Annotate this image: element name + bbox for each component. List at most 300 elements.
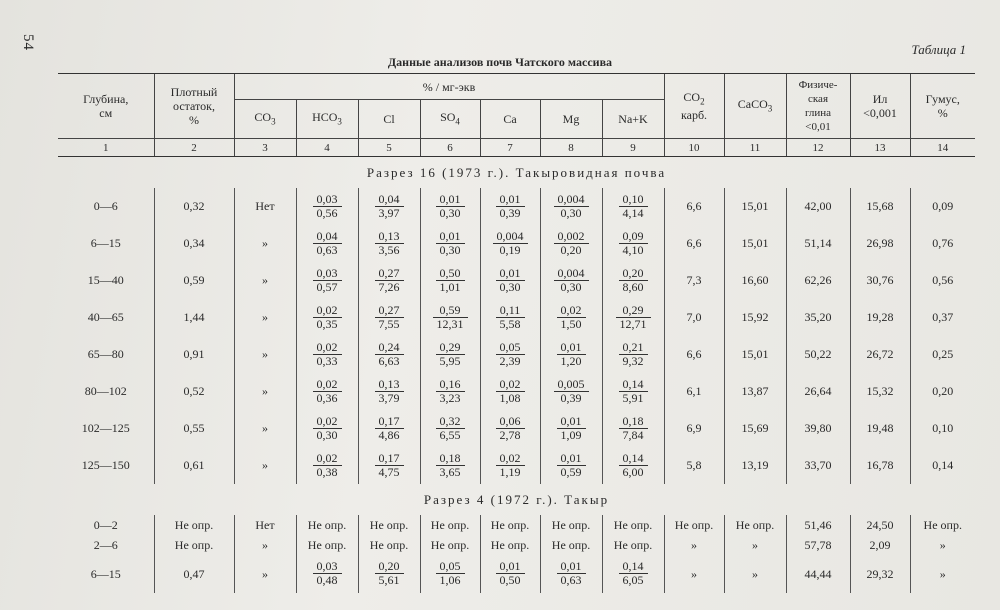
fraction-percent: 0,03 xyxy=(313,560,342,574)
column-number: 12 xyxy=(786,139,850,157)
cell-ca xyxy=(480,410,540,447)
fraction-meq: 0,20 xyxy=(560,242,582,257)
fraction-percent: 0,004 xyxy=(493,230,528,244)
cell-caco3: 13,19 xyxy=(724,447,786,484)
cell-nak: Не опр. xyxy=(602,515,664,535)
section-title: Разрез 16 (1973 г.). Такыровидная почва xyxy=(366,164,667,180)
fraction-meq: 0,63 xyxy=(316,242,338,257)
cell-so4 xyxy=(420,447,480,484)
cell-silt: 16,78 xyxy=(850,447,910,484)
cell-humus: 0,20 xyxy=(910,373,975,410)
cell-mg: Не опр. xyxy=(540,535,602,555)
fraction-percent: 0,004 xyxy=(554,193,589,207)
cell-hco3 xyxy=(296,188,358,225)
column-number: 14 xyxy=(910,139,975,157)
fraction xyxy=(436,560,465,587)
fraction-percent: 0,59 xyxy=(433,304,468,318)
cell-clay: 50,22 xyxy=(786,336,850,373)
cell-clay: 57,78 xyxy=(786,535,850,555)
cell-depth: 0—6 xyxy=(93,199,118,213)
column-number: 11 xyxy=(724,139,786,157)
cell-mg xyxy=(540,188,602,225)
fraction xyxy=(375,267,404,294)
fraction-meq: 0,30 xyxy=(439,242,461,257)
fraction-meq: 5,61 xyxy=(378,573,400,587)
fraction-meq: 0,39 xyxy=(560,390,582,405)
cell-silt: 2,09 xyxy=(850,535,910,555)
fraction xyxy=(496,415,525,442)
cell-nak xyxy=(602,336,664,373)
fraction xyxy=(375,230,404,257)
cell-residue: Не опр. xyxy=(154,535,234,555)
cell-co2: Не опр. xyxy=(664,515,724,535)
fraction-percent: 0,02 xyxy=(313,378,342,392)
fraction-meq: 0,39 xyxy=(499,205,521,220)
fraction-percent: 0,24 xyxy=(375,341,404,355)
cell-silt: 15,68 xyxy=(850,188,910,225)
fraction xyxy=(313,415,342,442)
table-row xyxy=(58,515,975,535)
cell-clay: 62,26 xyxy=(786,262,850,299)
fraction xyxy=(619,267,648,294)
fraction-meq: 2,78 xyxy=(499,427,521,442)
fraction xyxy=(554,230,589,257)
cell-cl: Не опр. xyxy=(358,515,420,535)
cell-silt: 30,76 xyxy=(850,262,910,299)
cell-caco3: 15,01 xyxy=(724,188,786,225)
fraction xyxy=(375,193,404,220)
cell-so4 xyxy=(420,555,480,593)
cell-hco3 xyxy=(296,555,358,593)
cell-cl xyxy=(358,188,420,225)
fraction xyxy=(619,230,648,257)
cell-hco3 xyxy=(296,447,358,484)
cell-silt: 19,28 xyxy=(850,299,910,336)
cell-mg xyxy=(540,410,602,447)
cell-co2: 6,6 xyxy=(664,225,724,262)
header-co3: $CO_3$ xyxy=(234,100,296,139)
header-clay: Физиче- ская глина <0,01 xyxy=(786,74,850,139)
column-number: 4 xyxy=(296,139,358,157)
cell-so4 xyxy=(420,188,480,225)
cell-caco3: 15,69 xyxy=(724,410,786,447)
cell-co3: » xyxy=(234,447,296,484)
fraction-meq: 6,55 xyxy=(439,427,461,442)
fraction xyxy=(375,378,404,405)
header-humus: Гумус, % xyxy=(910,74,975,139)
cell-co3: » xyxy=(234,299,296,336)
fraction-percent: 0,13 xyxy=(375,230,404,244)
column-number: 13 xyxy=(850,139,910,157)
fraction-percent: 0,11 xyxy=(496,304,525,318)
fraction-meq: 0,59 xyxy=(560,464,582,479)
cell-residue: 0,52 xyxy=(154,373,234,410)
fraction-percent: 0,01 xyxy=(496,193,525,207)
cell-ca xyxy=(480,336,540,373)
cell-co2: » xyxy=(664,535,724,555)
cell-depth: 15—40 xyxy=(87,273,124,287)
fraction-percent: 0,01 xyxy=(557,560,586,574)
fraction-percent: 0,27 xyxy=(375,304,404,318)
cell-clay: 51,46 xyxy=(786,515,850,535)
column-number: 6 xyxy=(420,139,480,157)
cell-caco3: 15,92 xyxy=(724,299,786,336)
cell-hco3 xyxy=(296,336,358,373)
cell-mg xyxy=(540,447,602,484)
cell-residue: 0,34 xyxy=(154,225,234,262)
header-hco3: $HCO_3$ xyxy=(296,100,358,139)
fraction xyxy=(619,193,648,220)
fraction-meq: 0,30 xyxy=(439,205,461,220)
section-title: Разрез 4 (1972 г.). Такыр xyxy=(423,491,610,507)
table-row xyxy=(58,373,975,410)
cell-caco3: 13,87 xyxy=(724,373,786,410)
table-row xyxy=(58,188,975,225)
fraction xyxy=(436,415,465,442)
fraction-percent: 0,02 xyxy=(313,341,342,355)
cell-depth: 6—15 xyxy=(90,566,121,581)
cell-caco3: Не опр. xyxy=(724,515,786,535)
header-co2: $CO_2$ карб. xyxy=(664,74,724,139)
header-so4: $SO_4$ xyxy=(420,100,480,139)
fraction-meq: 0,33 xyxy=(316,353,338,368)
cell-clay: 51,14 xyxy=(786,225,850,262)
header-silt: Ил <0,001 xyxy=(850,74,910,139)
fraction xyxy=(436,193,465,220)
cell-residue: 0,61 xyxy=(154,447,234,484)
fraction-percent: 0,06 xyxy=(496,415,525,429)
cell-hco3 xyxy=(296,225,358,262)
cell-nak xyxy=(602,188,664,225)
cell-cl xyxy=(358,336,420,373)
fraction-meq: 9,32 xyxy=(622,353,644,368)
cell-co3: » xyxy=(234,262,296,299)
cell-silt: 26,72 xyxy=(850,336,910,373)
cell-silt: 19,48 xyxy=(850,410,910,447)
fraction xyxy=(557,341,586,368)
fraction-percent: 0,50 xyxy=(436,267,465,281)
fraction-percent: 0,02 xyxy=(557,304,586,318)
fraction-meq: 0,48 xyxy=(316,573,338,587)
cell-mg xyxy=(540,225,602,262)
cell-clay: 35,20 xyxy=(786,299,850,336)
fraction xyxy=(313,560,342,587)
fraction-percent: 0,01 xyxy=(496,267,525,281)
fraction-percent: 0,002 xyxy=(554,230,589,244)
fraction-meq: 0,57 xyxy=(316,279,338,294)
cell-hco3 xyxy=(296,299,358,336)
cell-nak xyxy=(602,225,664,262)
cell-so4 xyxy=(420,373,480,410)
cell-residue: 1,44 xyxy=(154,299,234,336)
table-label: Таблица 1 xyxy=(911,42,966,57)
cell-co3: » xyxy=(234,410,296,447)
cell-nak xyxy=(602,373,664,410)
fraction-percent: 0,04 xyxy=(375,193,404,207)
cell-depth: 102—125 xyxy=(81,421,130,435)
fraction-percent: 0,17 xyxy=(375,452,404,466)
fraction-percent: 0,14 xyxy=(619,378,648,392)
fraction-meq: 1,09 xyxy=(560,427,582,442)
cell-nak xyxy=(602,410,664,447)
fraction xyxy=(554,378,589,405)
cell-so4 xyxy=(420,225,480,262)
cell-residue: 0,47 xyxy=(154,555,234,593)
cell-caco3: » xyxy=(724,555,786,593)
column-number: 2 xyxy=(154,139,234,157)
fraction xyxy=(496,560,525,587)
cell-caco3: » xyxy=(724,535,786,555)
table-row xyxy=(58,535,975,555)
fraction xyxy=(557,452,586,479)
fraction-meq: 0,50 xyxy=(499,573,521,587)
fraction xyxy=(313,452,342,479)
fraction xyxy=(375,415,404,442)
cell-humus: 0,10 xyxy=(910,410,975,447)
fraction-percent: 0,02 xyxy=(313,304,342,318)
fraction-percent: 0,02 xyxy=(313,415,342,429)
cell-co3: » xyxy=(234,336,296,373)
column-number: 1 xyxy=(58,139,154,157)
fraction xyxy=(313,304,342,331)
fraction xyxy=(557,560,586,587)
fraction xyxy=(436,378,465,405)
column-number: 10 xyxy=(664,139,724,157)
fraction-percent: 0,01 xyxy=(557,452,586,466)
fraction-meq: 7,84 xyxy=(622,427,644,442)
cell-clay: 33,70 xyxy=(786,447,850,484)
fraction-meq: 0,56 xyxy=(316,205,338,220)
fraction-meq: 5,58 xyxy=(499,316,521,331)
cell-ca xyxy=(480,555,540,593)
cell-mg xyxy=(540,336,602,373)
cell-co2: 6,6 xyxy=(664,336,724,373)
fraction xyxy=(313,341,342,368)
cell-co2: 6,1 xyxy=(664,373,724,410)
cell-cl xyxy=(358,262,420,299)
cell-so4: Не опр. xyxy=(420,535,480,555)
table-row xyxy=(58,225,975,262)
cell-ca xyxy=(480,447,540,484)
header-depth: Глубина, см xyxy=(58,74,154,139)
fraction-percent: 0,14 xyxy=(619,452,648,466)
fraction-percent: 0,21 xyxy=(619,341,648,355)
cell-cl xyxy=(358,225,420,262)
cell-co3: Нет xyxy=(234,188,296,225)
fraction-meq: 3,97 xyxy=(378,205,400,220)
fraction-meq: 4,10 xyxy=(622,242,644,257)
page-number: 54 xyxy=(20,34,36,51)
fraction-percent: 0,29 xyxy=(616,304,651,318)
fraction-meq: 0,19 xyxy=(499,242,521,257)
fraction-meq: 7,26 xyxy=(378,279,400,294)
fraction xyxy=(616,304,651,331)
table-row xyxy=(58,262,975,299)
fraction-meq: 1,01 xyxy=(439,279,461,294)
fraction xyxy=(557,304,586,331)
cell-so4 xyxy=(420,299,480,336)
fraction-meq: 1,08 xyxy=(499,390,521,405)
fraction xyxy=(554,193,589,220)
cell-co2: » xyxy=(664,555,724,593)
cell-co2: 6,6 xyxy=(664,188,724,225)
cell-ca xyxy=(480,188,540,225)
fraction-meq: 12,71 xyxy=(619,316,647,331)
fraction-percent: 0,17 xyxy=(375,415,404,429)
cell-ca: Не опр. xyxy=(480,515,540,535)
cell-depth: 40—65 xyxy=(87,310,124,324)
cell-residue: 0,91 xyxy=(154,336,234,373)
cell-ca xyxy=(480,373,540,410)
fraction-percent: 0,10 xyxy=(619,193,648,207)
fraction-meq: 5,91 xyxy=(622,390,644,405)
table-row xyxy=(58,410,975,447)
cell-depth: 65—80 xyxy=(87,347,124,361)
cell-caco3: 15,01 xyxy=(724,225,786,262)
cell-hco3 xyxy=(296,262,358,299)
table-row xyxy=(58,555,975,593)
header-ca: Ca xyxy=(480,100,540,139)
cell-ca xyxy=(480,299,540,336)
fraction-percent: 0,01 xyxy=(436,230,465,244)
cell-humus: 0,76 xyxy=(910,225,975,262)
cell-clay: 26,64 xyxy=(786,373,850,410)
cell-clay: 42,00 xyxy=(786,188,850,225)
fraction xyxy=(313,193,342,220)
fraction-percent: 0,02 xyxy=(313,452,342,466)
soil-analysis-table xyxy=(58,73,975,593)
fraction xyxy=(619,378,648,405)
fraction-meq: 3,23 xyxy=(439,390,461,405)
fraction xyxy=(436,452,465,479)
fraction-meq: 6,05 xyxy=(622,573,644,587)
fraction-percent: 0,20 xyxy=(375,560,404,574)
fraction xyxy=(436,267,465,294)
cell-mg xyxy=(540,555,602,593)
fraction-meq: 5,95 xyxy=(439,353,461,368)
cell-ca xyxy=(480,225,540,262)
column-number: 7 xyxy=(480,139,540,157)
fraction xyxy=(496,378,525,405)
fraction xyxy=(493,230,528,257)
column-number: 5 xyxy=(358,139,420,157)
cell-depth: 6—15 xyxy=(90,236,121,250)
cell-mg: Не опр. xyxy=(540,515,602,535)
fraction xyxy=(375,452,404,479)
table-row xyxy=(58,336,975,373)
cell-caco3: 16,60 xyxy=(724,262,786,299)
cell-so4 xyxy=(420,336,480,373)
cell-nak xyxy=(602,555,664,593)
cell-humus: » xyxy=(910,555,975,593)
cell-nak xyxy=(602,299,664,336)
fraction xyxy=(496,193,525,220)
cell-humus: 0,25 xyxy=(910,336,975,373)
fraction xyxy=(313,267,342,294)
cell-co2: 5,8 xyxy=(664,447,724,484)
cell-co2: 7,3 xyxy=(664,262,724,299)
fraction xyxy=(557,415,586,442)
cell-clay: 44,44 xyxy=(786,555,850,593)
fraction-percent: 0,01 xyxy=(557,415,586,429)
cell-mg xyxy=(540,373,602,410)
cell-humus: 0,14 xyxy=(910,447,975,484)
cell-so4 xyxy=(420,410,480,447)
fraction xyxy=(433,304,468,331)
fraction xyxy=(619,415,648,442)
fraction-percent: 0,20 xyxy=(619,267,648,281)
fraction-percent: 0,03 xyxy=(313,193,342,207)
fraction-meq: 1,20 xyxy=(560,353,582,368)
cell-mg xyxy=(540,299,602,336)
column-number-row xyxy=(58,139,975,157)
fraction-meq: 0,63 xyxy=(560,573,582,587)
fraction-meq: 1,19 xyxy=(499,464,521,479)
cell-residue: 0,55 xyxy=(154,410,234,447)
cell-humus: 0,09 xyxy=(910,188,975,225)
table-row xyxy=(58,447,975,484)
header-residue: Плотный остаток, % xyxy=(154,74,234,139)
fraction-percent: 0,05 xyxy=(436,560,465,574)
fraction xyxy=(554,267,589,294)
fraction xyxy=(375,304,404,331)
fraction-percent: 0,02 xyxy=(496,452,525,466)
fraction-percent: 0,01 xyxy=(557,341,586,355)
column-number: 8 xyxy=(540,139,602,157)
cell-co3: » xyxy=(234,535,296,555)
fraction-meq: 1,50 xyxy=(560,316,582,331)
fraction-percent: 0,005 xyxy=(554,378,589,392)
cell-residue: 0,59 xyxy=(154,262,234,299)
cell-cl xyxy=(358,299,420,336)
cell-humus: 0,56 xyxy=(910,262,975,299)
fraction-meq: 0,30 xyxy=(499,279,521,294)
fraction xyxy=(619,560,648,587)
fraction xyxy=(619,452,648,479)
fraction-percent: 0,29 xyxy=(436,341,465,355)
cell-hco3: Не опр. xyxy=(296,535,358,555)
cell-silt: 15,32 xyxy=(850,373,910,410)
column-number: 3 xyxy=(234,139,296,157)
fraction-meq: 12,31 xyxy=(436,316,464,331)
cell-nak xyxy=(602,447,664,484)
cell-so4: Не опр. xyxy=(420,515,480,535)
fraction-meq: 8,60 xyxy=(622,279,644,294)
fraction-percent: 0,32 xyxy=(436,415,465,429)
cell-co2: 7,0 xyxy=(664,299,724,336)
fraction-percent: 0,14 xyxy=(619,560,648,574)
fraction-percent: 0,27 xyxy=(375,267,404,281)
cell-nak xyxy=(602,262,664,299)
cell-silt: 29,32 xyxy=(850,555,910,593)
cell-cl: Не опр. xyxy=(358,535,420,555)
cell-nak: Не опр. xyxy=(602,535,664,555)
fraction-meq: 0,36 xyxy=(316,390,338,405)
cell-clay: 39,80 xyxy=(786,410,850,447)
header-nak: Na+K xyxy=(602,100,664,139)
column-number: 9 xyxy=(602,139,664,157)
fraction-percent: 0,18 xyxy=(619,415,648,429)
fraction-meq: 0,35 xyxy=(316,316,338,331)
cell-mg xyxy=(540,262,602,299)
header-ions-group: % / мг-экв xyxy=(234,74,664,100)
fraction-percent: 0,03 xyxy=(313,267,342,281)
fraction-meq: 3,79 xyxy=(378,390,400,405)
cell-ca: Не опр. xyxy=(480,535,540,555)
cell-depth: 125—150 xyxy=(81,458,130,472)
cell-depth: 2—6 xyxy=(93,537,118,552)
cell-cl xyxy=(358,447,420,484)
